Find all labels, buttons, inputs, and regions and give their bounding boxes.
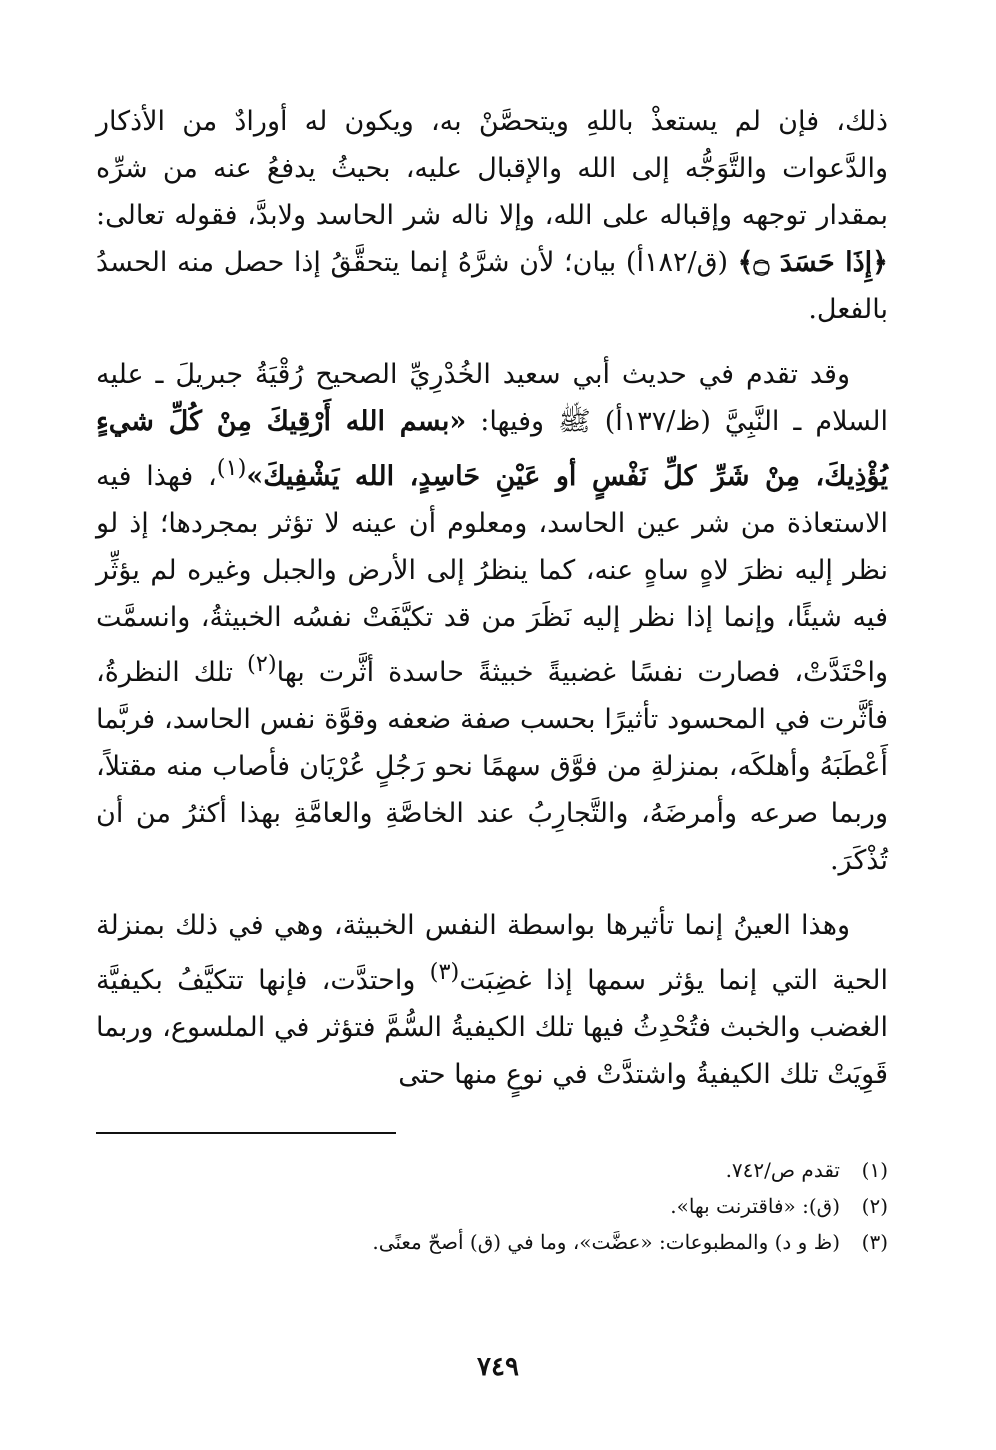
paragraph-1 (96, 98, 888, 333)
footnote-number: (١) (861, 1158, 888, 1182)
footnote-ref-3[interactable]: (٣) (429, 959, 460, 985)
paragraph-3-text-b: واحتدَّت، فإنها تتكيَّفُ بكيفيَّة الغضب والخبث فتُحْدِثُ فيها تلك الكيفيةُ السُّمَّ فتؤثر في الملسوع، وربما قَوِيَتْ تلك الكيفيةُ واشتدَّتْ في نوعٍ منها حتى (96, 965, 888, 1090)
footnote-number: (٣) (861, 1230, 888, 1254)
footnote-text: تقدم ص/٧٤٢. (725, 1158, 840, 1182)
footnote-text: (ق): «فاقترنت بها». (670, 1194, 840, 1218)
paragraph-3-text-a: وهذا العينُ إنما تأثيرها بواسطة النفس الخبيثة، وهي في ذلك بمنزلة الحية التي إنما يؤثر سمها إذا غضِبَت (96, 910, 888, 996)
paragraph-3 (96, 902, 888, 1098)
footnote-1 (96, 1152, 888, 1188)
paragraph-1-text-b: (ق/١٨٢أ) بيان؛ لأن شرَّهُ إنما يتحقَّقُ إذا حصل منه الحسدُ بالفعل. (96, 247, 888, 325)
footnote-ref-2[interactable]: (٢) (246, 651, 277, 677)
footnote-number: (٢) (861, 1194, 888, 1218)
footnote-2 (96, 1188, 888, 1224)
hadith-text: «بسم الله أَرْقِيكَ مِنْ كُلِّ شيءٍ يُؤْذِيكَ، مِنْ شَرِّ كلِّ نَفْسٍ أو عَيْنِ حَاسِدٍ، الله يَشْفِيكَ» (96, 406, 888, 492)
paragraph-1-text-a: ذلك، فإن لم يستعذْ باللهِ ويتحصَّنْ به، ويكون له أورادٌ من الأذكار والدَّعوات والتَّوَجُّه إلى الله والإقبال عليه، بحيثُ يدفعُ عنه من شرِّه بمقدار توجهه وإقباله على الله، وإلا ناله شر الحاسد ولابدَّ، فقوله تعالى: (96, 106, 888, 231)
paragraph-2-text-c: تلك النظرةُ، فأثَّرت في المحسود تأثيرًا بحسب صفة ضعفه وقوَّة نفس الحاسد، فربَّما أَعْطَبَهُ وأهلكَه، بمنزلةِ من فوَّق سهمًا نحو رَجُلٍ عُرْيَان فأصاب منه مقتلاً، وربما صرعه وأمرضَهُ، والتَّجارِبُ عند الخاصَّةِ والعامَّةِ بهذا أكثرُ من أن تُذْكَرَ. (96, 657, 888, 876)
footnote-ref-1[interactable]: (١) (216, 455, 247, 481)
footnote-3 (96, 1224, 888, 1260)
paragraph-2 (96, 351, 888, 884)
footnote-text: (ظ و د) والمطبوعات: «عضَّت»، وما في (ق) أصحّ معنًى. (372, 1230, 840, 1254)
footnotes (96, 1152, 888, 1260)
footnote-separator (96, 1132, 396, 1134)
page-number: ٧٤٩ (477, 1352, 519, 1382)
paragraph-2-text-b: ، فهذا فيه الاستعاذة من شر عين الحاسد، ومعلوم أن عينه لا تؤثر بمجردها؛ إذ لو نظر إليه نظرَ لاهٍ ساهٍ عنه، كما ينظرُ إلى الأرض والجبل وغيره لم يؤثِّر فيه شيئًا، وإنما إذا نظر إليه نَظَرَ من قد تكيَّفَتْ نفسُه الخبيثةُ، وانسمَّت واحْتَدَّتْ، فصارت نفسًا غضبيةً خبيثةً حاسدة أثَّرت بها (96, 461, 888, 688)
paragraph-2-text-a: وقد تقدم في حديث أبي سعيد الخُدْرِيِّ الصحيح رُقْيَةُ جبريلَ ـ عليه السلام ـ النَّبِيَّ (ظ/١٣٧أ) ﷺ وفيها: (96, 359, 888, 437)
quran-verse: ﴿إِذَا حَسَدَ ۝﴾ (737, 247, 888, 278)
